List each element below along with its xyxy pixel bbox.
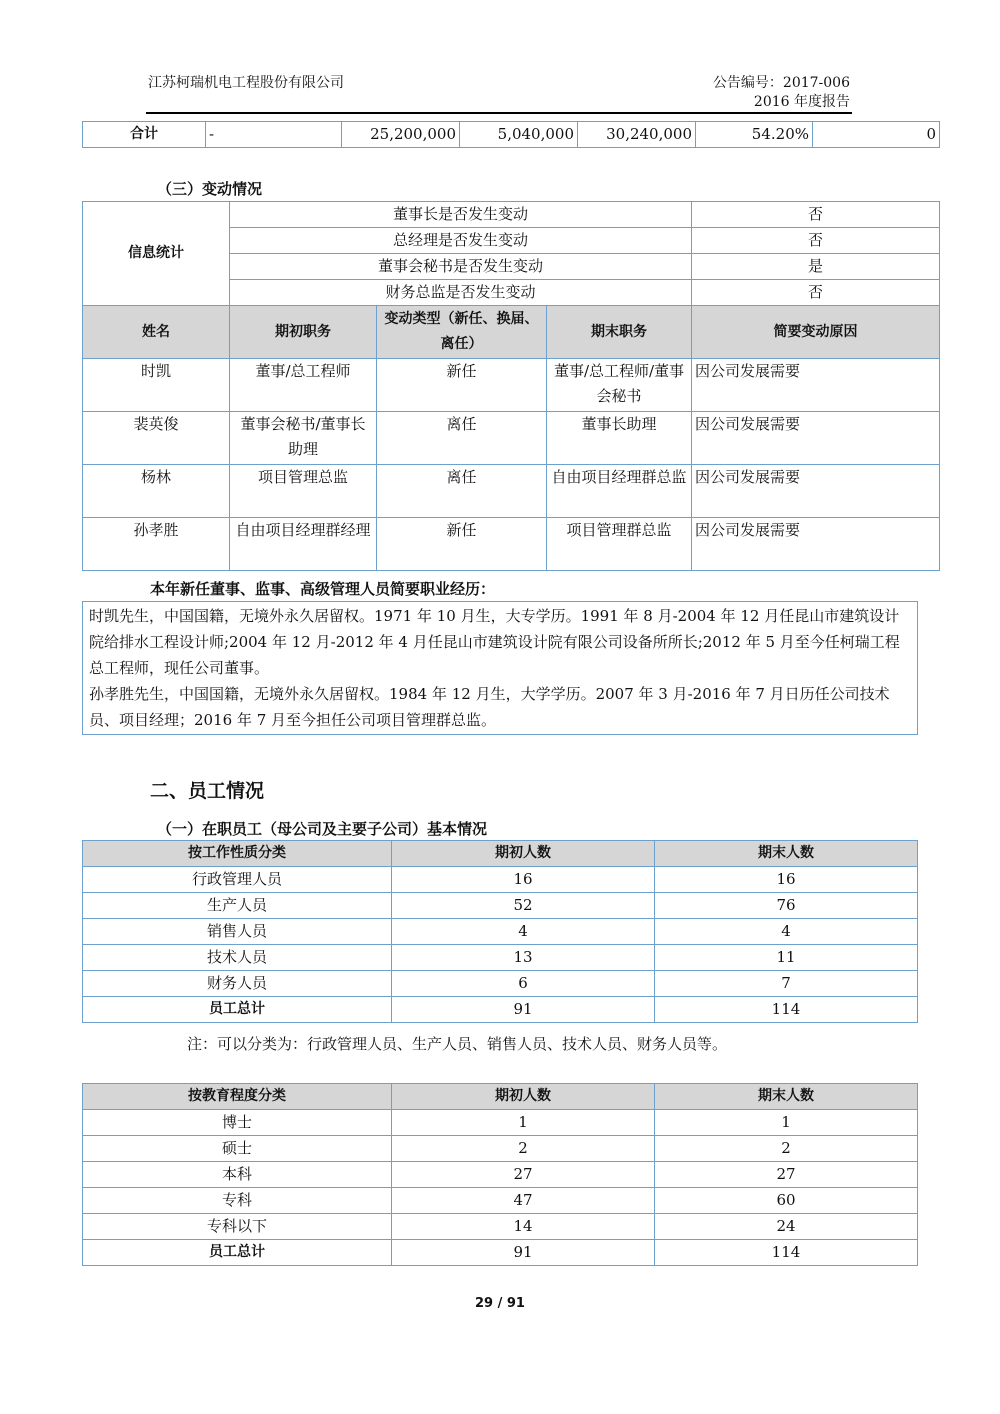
category-cell: 销售人员 <box>83 919 392 945</box>
page-number: 29 / 91 <box>475 1296 525 1311</box>
category-cell: 专科以下 <box>83 1214 392 1240</box>
total-start-count: 91 <box>392 997 655 1023</box>
total-cell: - <box>206 122 342 148</box>
end-count-cell: 16 <box>655 867 918 893</box>
start-count-cell: 2 <box>392 1136 655 1162</box>
cell-final-position: 项目管理群总监 <box>547 518 692 571</box>
total-label: 员工总计 <box>83 1240 392 1266</box>
cell-name: 裴英俊 <box>83 412 230 465</box>
end-count-cell: 60 <box>655 1188 918 1214</box>
table-row <box>83 919 918 945</box>
changes-table <box>82 201 940 571</box>
changes-section-title: （三）变动情况 <box>157 180 263 198</box>
announcement-number: 公告编号：2017-006 <box>712 75 850 91</box>
table-row <box>83 867 918 893</box>
employee-education-table <box>82 1083 918 1266</box>
cell-reason: 因公司发展需要 <box>692 518 940 571</box>
change-row <box>83 518 940 571</box>
start-count-cell: 1 <box>392 1110 655 1136</box>
bio-title: 本年新任董事、监事、高级管理人员简要职业经历： <box>150 580 496 598</box>
info-answer: 是 <box>692 254 940 280</box>
cell-initial-position: 自由项目经理群经理 <box>230 518 377 571</box>
change-row <box>83 359 940 412</box>
column-header: 姓名 <box>83 306 230 359</box>
category-cell: 技术人员 <box>83 945 392 971</box>
cell-name: 时凯 <box>83 359 230 412</box>
column-header: 期末人数 <box>655 841 918 867</box>
category-cell: 博士 <box>83 1110 392 1136</box>
column-header: 期末人数 <box>655 1084 918 1110</box>
cell-change-type: 离任 <box>377 412 547 465</box>
table-row <box>83 1214 918 1240</box>
bio-paragraph: 孙孝胜先生，中国国籍，无境外永久居留权。1984 年 12 月生，大学学历。2007 年 3 月-2016 年 7 月日历任公司技术员、项目经理；2016 年 7 月至今担任公司项目管理群总监。 <box>89 685 890 729</box>
info-answer: 否 <box>692 202 940 228</box>
info-question: 董事会秘书是否发生变动 <box>230 254 692 280</box>
start-count-cell: 47 <box>392 1188 655 1214</box>
table-row <box>83 1188 918 1214</box>
cell-final-position: 董事长助理 <box>547 412 692 465</box>
change-row <box>83 412 940 465</box>
info-question: 总经理是否发生变动 <box>230 228 692 254</box>
info-answer: 否 <box>692 280 940 306</box>
total-end-count: 114 <box>655 1240 918 1266</box>
end-count-cell: 7 <box>655 971 918 997</box>
info-label: 信息统计 <box>83 202 230 306</box>
cell-reason: 因公司发展需要 <box>692 465 940 518</box>
category-cell: 硕士 <box>83 1136 392 1162</box>
shareholding-total-table <box>82 121 940 148</box>
cell-initial-position: 董事/总工程师 <box>230 359 377 412</box>
start-count-cell: 13 <box>392 945 655 971</box>
table-header-row <box>83 841 918 867</box>
column-header: 期末职务 <box>547 306 692 359</box>
cell-name: 孙孝胜 <box>83 518 230 571</box>
start-count-cell: 6 <box>392 971 655 997</box>
column-header: 变动类型（新任、换届、离任） <box>377 306 547 359</box>
change-row <box>83 465 940 518</box>
cell-reason: 因公司发展需要 <box>692 412 940 465</box>
cell-final-position: 自由项目经理群总监 <box>547 465 692 518</box>
total-row <box>83 1240 918 1266</box>
end-count-cell: 24 <box>655 1214 918 1240</box>
total-row <box>83 997 918 1023</box>
info-row <box>83 202 940 228</box>
category-cell: 本科 <box>83 1162 392 1188</box>
column-header: 按工作性质分类 <box>83 841 392 867</box>
total-label: 合计 <box>83 122 206 148</box>
end-count-cell: 1 <box>655 1110 918 1136</box>
column-header: 期初人数 <box>392 1084 655 1110</box>
total-row <box>83 122 940 148</box>
employee-nature-table <box>82 840 918 1023</box>
total-cell: 30,240,000 <box>578 122 696 148</box>
cell-change-type: 离任 <box>377 465 547 518</box>
total-cell: 54.20% <box>696 122 813 148</box>
column-header: 简要变动原因 <box>692 306 940 359</box>
end-count-cell: 2 <box>655 1136 918 1162</box>
info-question: 董事长是否发生变动 <box>230 202 692 228</box>
classification-note: 注：可以分类为：行政管理人员、生产人员、销售人员、技术人员、财务人员等。 <box>187 1035 728 1053</box>
start-count-cell: 52 <box>392 893 655 919</box>
start-count-cell: 4 <box>392 919 655 945</box>
changes-header-row <box>83 306 940 359</box>
total-cell: 5,040,000 <box>460 122 578 148</box>
category-cell: 财务人员 <box>83 971 392 997</box>
start-count-cell: 27 <box>392 1162 655 1188</box>
end-count-cell: 4 <box>655 919 918 945</box>
table-row <box>83 1162 918 1188</box>
end-count-cell: 11 <box>655 945 918 971</box>
total-end-count: 114 <box>655 997 918 1023</box>
cell-reason: 因公司发展需要 <box>692 359 940 412</box>
table-header-row <box>83 1084 918 1110</box>
table-row <box>83 945 918 971</box>
start-count-cell: 14 <box>392 1214 655 1240</box>
cell-name: 杨林 <box>83 465 230 518</box>
bio-box <box>82 601 918 735</box>
cell-change-type: 新任 <box>377 518 547 571</box>
header-rule <box>146 112 852 114</box>
end-count-cell: 76 <box>655 893 918 919</box>
total-cell: 25,200,000 <box>342 122 460 148</box>
category-cell: 行政管理人员 <box>83 867 392 893</box>
cell-initial-position: 董事会秘书/董事长助理 <box>230 412 377 465</box>
employee-section-title: 二、员工情况 <box>150 780 265 802</box>
total-start-count: 91 <box>392 1240 655 1266</box>
total-label: 员工总计 <box>83 997 392 1023</box>
table-row <box>83 971 918 997</box>
table-row <box>83 1110 918 1136</box>
total-cell: 0 <box>813 122 940 148</box>
end-count-cell: 27 <box>655 1162 918 1188</box>
employee-subtitle: （一）在职员工（母公司及主要子公司）基本情况 <box>157 820 488 838</box>
info-answer: 否 <box>692 228 940 254</box>
category-cell: 生产人员 <box>83 893 392 919</box>
column-header: 期初职务 <box>230 306 377 359</box>
start-count-cell: 16 <box>392 867 655 893</box>
category-cell: 专科 <box>83 1188 392 1214</box>
bio-paragraph: 时凯先生，中国国籍，无境外永久居留权。1971 年 10 月生，大专学历。1991 年 8 月-2004 年 12 月任昆山市建筑设计院给排水工程设计师;2004 年 12 月-2012 年 4 月任昆山市建筑设计院有限公司设备所所长;2012 年 5 月至今任柯瑞工程总工程师，现任公司董事。 <box>89 607 900 677</box>
report-name: 2016 年度报告 <box>753 94 850 110</box>
table-row <box>83 893 918 919</box>
cell-change-type: 新任 <box>377 359 547 412</box>
column-header: 按教育程度分类 <box>83 1084 392 1110</box>
column-header: 期初人数 <box>392 841 655 867</box>
cell-initial-position: 项目管理总监 <box>230 465 377 518</box>
company-name: 江苏柯瑞机电工程股份有限公司 <box>148 75 344 91</box>
cell-final-position: 董事/总工程师/董事会秘书 <box>547 359 692 412</box>
table-row <box>83 1136 918 1162</box>
info-question: 财务总监是否发生变动 <box>230 280 692 306</box>
